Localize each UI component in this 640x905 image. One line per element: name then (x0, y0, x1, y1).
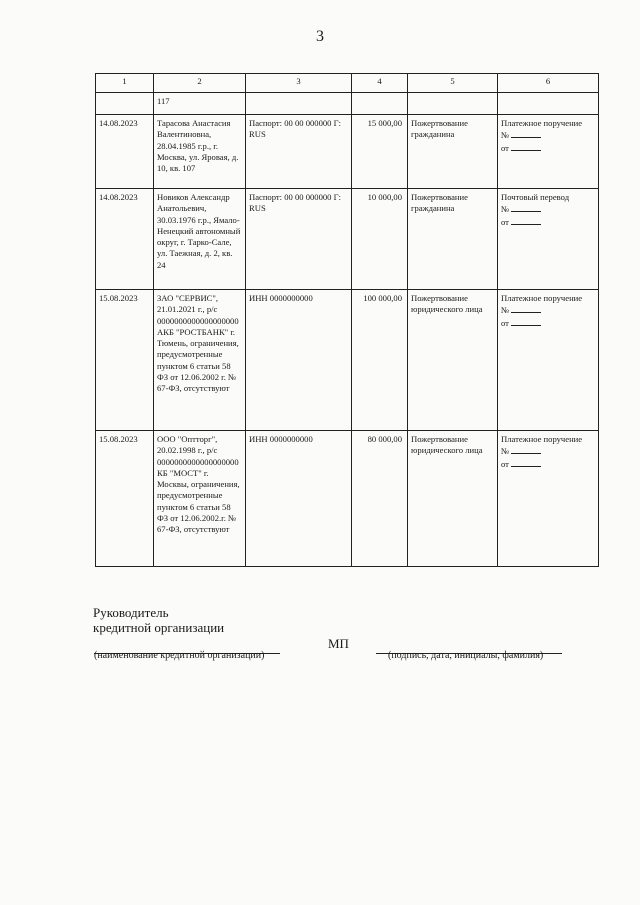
from-label: от (501, 142, 509, 153)
number-label: № (501, 446, 510, 457)
payment-doc-label: Почтовый перевод (501, 192, 570, 202)
payment-doc-cell (498, 431, 599, 567)
from-blank (511, 458, 541, 467)
table-row (96, 290, 599, 431)
number-blank (511, 203, 541, 212)
amount-cell: 10 000,00 (352, 189, 408, 290)
document-cell: ИНН 0000000000 (246, 290, 352, 431)
column-header: 1 (96, 74, 154, 93)
payment-doc-cell (498, 115, 599, 189)
donor-cell: Новиков Александр Анатольевич, 30.03.1976 г.р., Ямало-Ненецкий автономный округ, г. Тарко-Сале, ул. Таежная, д. 2, кв. 24 (154, 189, 246, 290)
page-number: 3 (316, 28, 324, 45)
column-header: 5 (408, 74, 498, 93)
type-cell: Пожертвование юридического лица (408, 431, 498, 567)
from-blank (511, 216, 541, 225)
number-label: № (501, 130, 510, 141)
amount-cell: 100 000,00 (352, 290, 408, 431)
column-header: 4 (352, 74, 408, 93)
payment-doc-cell (498, 189, 599, 290)
type-cell: Пожертвование гражданина (408, 115, 498, 189)
from-label: от (501, 317, 509, 328)
table-row (96, 189, 599, 290)
donor-cell: ООО "Оптторг", 20.02.1998 г., р/с 0000000000000000000 КБ "МОСТ" г. Москвы, ограничения, предусмотренные пунктом 6 статьи 58 ФЗ от 12.06.2002.г. № 67-ФЗ, отсутствуют (154, 431, 246, 567)
date-cell: 14.08.2023 (96, 189, 154, 290)
payment-doc-label: Платежное поручение (501, 118, 583, 128)
organization-name-caption: (наименование кредитной организации) (94, 650, 265, 661)
type-cell: Пожертвование гражданина (408, 189, 498, 290)
number-blank (511, 129, 541, 138)
payment-doc-cell (498, 290, 599, 431)
number-label: № (501, 305, 510, 316)
donor-cell: Тарасова Анастасия Валентиновна, 28.04.1985 г.р., г. Москва, ул. Яровая, д. 10, кв. 107 (154, 115, 246, 189)
signatory-title-line1: Руководитель (93, 605, 169, 620)
document-cell: ИНН 0000000000 (246, 431, 352, 567)
column-header: 3 (246, 74, 352, 93)
from-blank (511, 317, 541, 326)
date-cell: 15.08.2023 (96, 431, 154, 567)
table-row (96, 115, 599, 189)
table-header-row (96, 74, 599, 93)
amount-cell: 80 000,00 (352, 431, 408, 567)
date-cell: 15.08.2023 (96, 290, 154, 431)
stamp-label: МП (328, 636, 349, 651)
table-row (96, 431, 599, 567)
payment-doc-label: Платежное поручение (501, 434, 583, 444)
column-header: 2 (154, 74, 246, 93)
from-label: от (501, 216, 509, 227)
payment-doc-label: Платежное поручение (501, 293, 583, 303)
from-label: от (501, 458, 509, 469)
number-blank (511, 304, 541, 313)
document-cell: Паспорт: 00 00 000000 Г: RUS (246, 115, 352, 189)
date-cell: 14.08.2023 (96, 115, 154, 189)
amount-cell: 15 000,00 (352, 115, 408, 189)
donor-cell: ЗАО "СЕРВИС", 21.01.2021 г., р/с 0000000000000000000 АКБ "РОСТБАНК" г. Тюмень, ограничения, предусмотренные пунктом 6 статьи 58 ФЗ от 12.06.2002 г. № 67-ФЗ, отсутствуют (154, 290, 246, 431)
signature-caption: (подпись, дата, инициалы, фамилия) (388, 650, 544, 661)
document-cell: Паспорт: 00 00 000000 Г: RUS (246, 189, 352, 290)
number-label: № (501, 204, 510, 215)
column-header: 6 (498, 74, 599, 93)
continuation-text: 117 (154, 93, 246, 115)
signatory-title (93, 605, 224, 635)
number-blank (511, 445, 541, 454)
type-cell: Пожертвование юридического лица (408, 290, 498, 431)
from-blank (511, 142, 541, 151)
continuation-row (96, 93, 599, 115)
signatory-title-line2: кредитной организации (93, 620, 225, 635)
donations-table (95, 73, 599, 567)
